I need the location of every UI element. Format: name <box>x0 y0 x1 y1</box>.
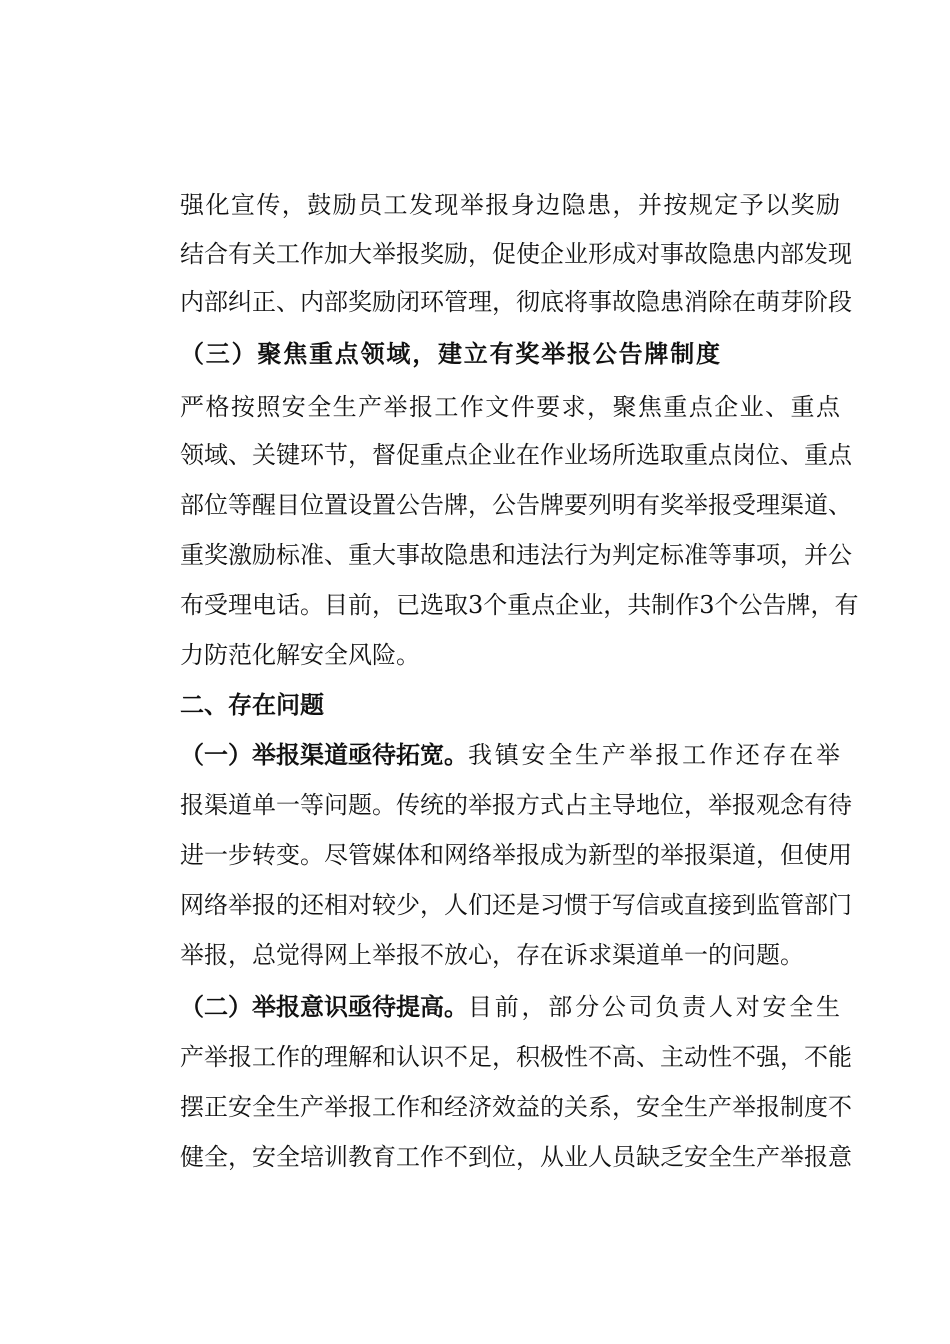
body-text-line: 结合有关工作加大举报奖励，促使企业形成对事故隐患内部发现 <box>180 240 852 268</box>
chapter-heading: 二、存在问题 <box>180 690 324 719</box>
body-text-line: 严格按照安全生产举报工作文件要求，聚焦重点企业、重点 <box>180 393 840 421</box>
body-text-line: 布受理电话。目前，已选取3个重点企业，共制作3个公告牌，有 <box>180 591 859 619</box>
body-text-line: 领域、关键环节，督促重点企业在作业场所选取重点岗位、重点 <box>180 441 852 469</box>
body-text-line <box>180 992 840 1022</box>
body-text-line: 重奖激励标准、重大事故隐患和违法行为判定标准等事项，并公 <box>180 541 852 569</box>
body-text-line: 力防范化解安全风险。 <box>180 641 420 669</box>
body-text-span: 目前，部分公司负责人对安全生 <box>468 993 840 1021</box>
body-text-line: 部位等醒目位置设置公告牌，公告牌要列明有奖举报受理渠道、 <box>180 491 852 519</box>
body-text-line: 强化宣传，鼓励员工发现举报身边隐患，并按规定予以奖励 <box>180 191 840 219</box>
body-text-line: 举报，总觉得网上举报不放心，存在诉求渠道单一的问题。 <box>180 941 804 969</box>
body-text-line <box>180 740 840 770</box>
body-text-line: 进一步转变。尽管媒体和网络举报成为新型的举报渠道，但使用 <box>180 841 852 869</box>
body-text-line: 产举报工作的理解和认识不足，积极性不高、主动性不强，不能 <box>180 1043 852 1071</box>
body-text-span: 我镇安全生产举报工作还存在举 <box>468 741 840 769</box>
section-heading: （三）聚焦重点领域，建立有奖举报公告牌制度 <box>180 339 720 368</box>
body-text-line: 网络举报的还相对较少，人们还是习惯于写信或直接到监管部门 <box>180 891 852 919</box>
paragraph-lead-heading: （二）举报意识亟待提高。 <box>180 992 468 1021</box>
body-text-line: 报渠道单一等问题。传统的举报方式占主导地位，举报观念有待 <box>180 791 852 819</box>
body-text-line: 内部纠正、内部奖励闭环管理，彻底将事故隐患消除在萌芽阶段 <box>180 288 852 316</box>
body-text-line: 摆正安全生产举报工作和经济效益的关系，安全生产举报制度不 <box>180 1093 852 1121</box>
paragraph-lead-heading: （一）举报渠道亟待拓宽。 <box>180 740 468 769</box>
body-text-line: 健全，安全培训教育工作不到位，从业人员缺乏安全生产举报意 <box>180 1143 852 1171</box>
